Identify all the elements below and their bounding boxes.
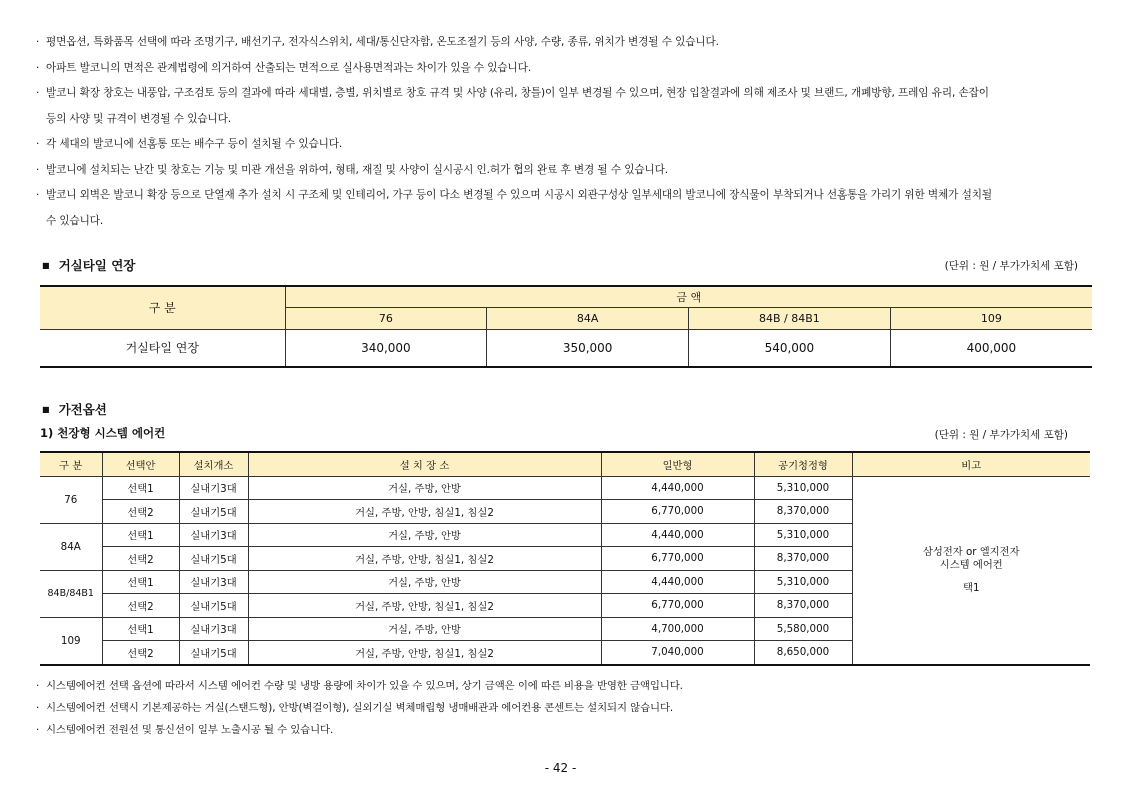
col-header: 구 분 bbox=[40, 452, 102, 476]
footnote-item: · 시스템에어컨 전원선 및 통신선이 일부 노출시공 될 수 있습니다. bbox=[36, 719, 683, 741]
tile-price-table bbox=[40, 285, 1092, 368]
units-cell: 실내기3대 bbox=[179, 570, 248, 594]
standard-price-cell: 7,040,000 bbox=[601, 641, 754, 665]
col-header-type: 84A bbox=[487, 307, 689, 329]
col-header-category: 구 분 bbox=[40, 286, 285, 329]
note-item: · 아파트 발코니의 면적은 관계법령에 의거하여 산출되는 면적으로 실사용면적과는 차이가 있을 수 있습니다. bbox=[36, 56, 1096, 82]
col-header-type: 84B / 84B1 bbox=[689, 307, 891, 329]
purifier-price-cell: 8,650,000 bbox=[754, 641, 852, 665]
location-cell: 거실, 주방, 안방, 침실1, 침실2 bbox=[248, 594, 601, 618]
footnote-item: · 시스템에어컨 선택시 기본제공하는 거실(스탠드형), 안방(벽걸이형), 실외기실 벽체매립형 냉매배관과 에어컨용 콘센트는 설치되지 않습니다. bbox=[36, 697, 683, 719]
price-cell: 340,000 bbox=[285, 329, 487, 367]
units-cell: 실내기5대 bbox=[179, 500, 248, 524]
units-cell: 실내기3대 bbox=[179, 617, 248, 641]
type-cell: 84A bbox=[40, 523, 102, 570]
remark-cell bbox=[852, 476, 1090, 665]
standard-price-cell: 4,700,000 bbox=[601, 617, 754, 641]
type-cell: 109 bbox=[40, 617, 102, 665]
page-number: - 42 - bbox=[544, 761, 577, 775]
purifier-price-cell: 5,310,000 bbox=[754, 523, 852, 547]
standard-price-cell: 6,770,000 bbox=[601, 547, 754, 571]
purifier-price-cell: 8,370,000 bbox=[754, 500, 852, 524]
location-cell: 거실, 주방, 안방 bbox=[248, 570, 601, 594]
units-cell: 실내기3대 bbox=[179, 523, 248, 547]
col-header-amount: 금 액 bbox=[285, 286, 1092, 307]
unit-note: (단위 : 원 / 부가가치세 포함) bbox=[944, 260, 1078, 272]
units-cell: 실내기3대 bbox=[179, 476, 248, 500]
price-cell: 540,000 bbox=[689, 329, 891, 367]
section-title-tile: ■ 거실타일 연장 bbox=[42, 256, 135, 274]
note-item: · 발코니 외벽은 발코니 확장 등으로 단열재 추가 설치 시 구조체 및 인테리어, 가구 등이 다소 변경될 수 있으며 시공시 외관구성상 일부세대의 발코니에 장식물이 부착되거나 선홈통을 가리기 위한 벽체가 설치될 수 있습니다. bbox=[36, 183, 1096, 234]
type-cell: 84B/84B1 bbox=[40, 570, 102, 617]
option-cell: 선택2 bbox=[102, 500, 179, 524]
location-cell: 거실, 주방, 안방 bbox=[248, 617, 601, 641]
units-cell: 실내기5대 bbox=[179, 547, 248, 571]
col-header: 선택안 bbox=[102, 452, 179, 476]
section-title-appliance: ■ 가전옵션 bbox=[42, 400, 107, 418]
standard-price-cell: 4,440,000 bbox=[601, 523, 754, 547]
col-header-type: 109 bbox=[890, 307, 1092, 329]
purifier-price-cell: 5,580,000 bbox=[754, 617, 852, 641]
standard-price-cell: 6,770,000 bbox=[601, 500, 754, 524]
location-cell: 거실, 주방, 안방, 침실1, 침실2 bbox=[248, 500, 601, 524]
option-cell: 선택1 bbox=[102, 523, 179, 547]
col-header: 비고 bbox=[852, 452, 1090, 476]
purifier-price-cell: 5,310,000 bbox=[754, 476, 852, 500]
type-cell: 76 bbox=[40, 476, 102, 523]
option-cell: 선택1 bbox=[102, 476, 179, 500]
purifier-price-cell: 5,310,000 bbox=[754, 570, 852, 594]
units-cell: 실내기5대 bbox=[179, 594, 248, 618]
purifier-price-cell: 8,370,000 bbox=[754, 547, 852, 571]
note-item: · 각 세대의 발코니에 선홈통 또는 배수구 등이 설치될 수 있습니다. bbox=[36, 132, 1096, 158]
option-cell: 선택2 bbox=[102, 594, 179, 618]
standard-price-cell: 4,440,000 bbox=[601, 570, 754, 594]
standard-price-cell: 6,770,000 bbox=[601, 594, 754, 618]
location-cell: 거실, 주방, 안방 bbox=[248, 476, 601, 500]
footnotes-list bbox=[36, 675, 683, 741]
location-cell: 거실, 주방, 안방 bbox=[248, 523, 601, 547]
footnote-item: · 시스템에어컨 선택 옵션에 따라서 시스템 에어컨 수량 및 냉방 용량에 차이가 있을 수 있으며, 상기 금액은 이에 따른 비용을 반영한 금액입니다. bbox=[36, 675, 683, 697]
option-cell: 선택1 bbox=[102, 617, 179, 641]
subsection-title-aircon: 1) 천장형 시스템 에어컨 bbox=[40, 426, 166, 440]
option-cell: 선택1 bbox=[102, 570, 179, 594]
note-item: · 발코니 확장 창호는 내풍압, 구조검토 등의 결과에 따라 세대별, 층별, 위치별로 창호 규격 및 사양 (유리, 창틀)이 일부 변경될 수 있으며, 현장 입찰결과에 의해 제조사 및 브랜드, 개폐방향, 프레임 유리, 손잡이 등의 사양 및 규격이 변경될 수 있습니다. bbox=[36, 81, 1096, 132]
col-header-type: 76 bbox=[285, 307, 487, 329]
location-cell: 거실, 주방, 안방, 침실1, 침실2 bbox=[248, 641, 601, 665]
unit-note: (단위 : 원 / 부가가치세 포함) bbox=[934, 429, 1068, 441]
col-header: 설 치 장 소 bbox=[248, 452, 601, 476]
standard-price-cell: 4,440,000 bbox=[601, 476, 754, 500]
purifier-price-cell: 8,370,000 bbox=[754, 594, 852, 618]
notes-list bbox=[36, 30, 1096, 234]
note-item: · 발코니에 설치되는 난간 및 창호는 기능 및 미관 개선을 위하여, 형태, 재질 및 사양이 실시공시 인.허가 협의 완료 후 변경 될 수 있습니다. bbox=[36, 158, 1096, 184]
option-cell: 선택2 bbox=[102, 547, 179, 571]
table-row bbox=[40, 329, 1092, 367]
aircon-price-table bbox=[40, 451, 1090, 666]
table-row bbox=[40, 476, 1090, 500]
location-cell: 거실, 주방, 안방, 침실1, 침실2 bbox=[248, 547, 601, 571]
remark-product: 시스템 에어컨 bbox=[939, 558, 1003, 571]
col-header: 공기청정형 bbox=[754, 452, 852, 476]
remark-brand: 삼성전자 or 엘지전자 bbox=[922, 545, 1020, 558]
price-cell: 400,000 bbox=[890, 329, 1092, 367]
units-cell: 실내기5대 bbox=[179, 641, 248, 665]
col-header: 설치개소 bbox=[179, 452, 248, 476]
option-cell: 선택2 bbox=[102, 641, 179, 665]
remark-choice: 택1 bbox=[963, 581, 980, 594]
note-item: · 평면옵션, 특화품목 선택에 따라 조명기구, 배선기구, 전자식스위치, 세대/통신단자함, 온도조절기 등의 사양, 수량, 종류, 위치가 변경될 수 있습니다. bbox=[36, 30, 1096, 56]
price-cell: 350,000 bbox=[487, 329, 689, 367]
row-label: 거실타일 연장 bbox=[40, 329, 285, 367]
col-header: 일반형 bbox=[601, 452, 754, 476]
